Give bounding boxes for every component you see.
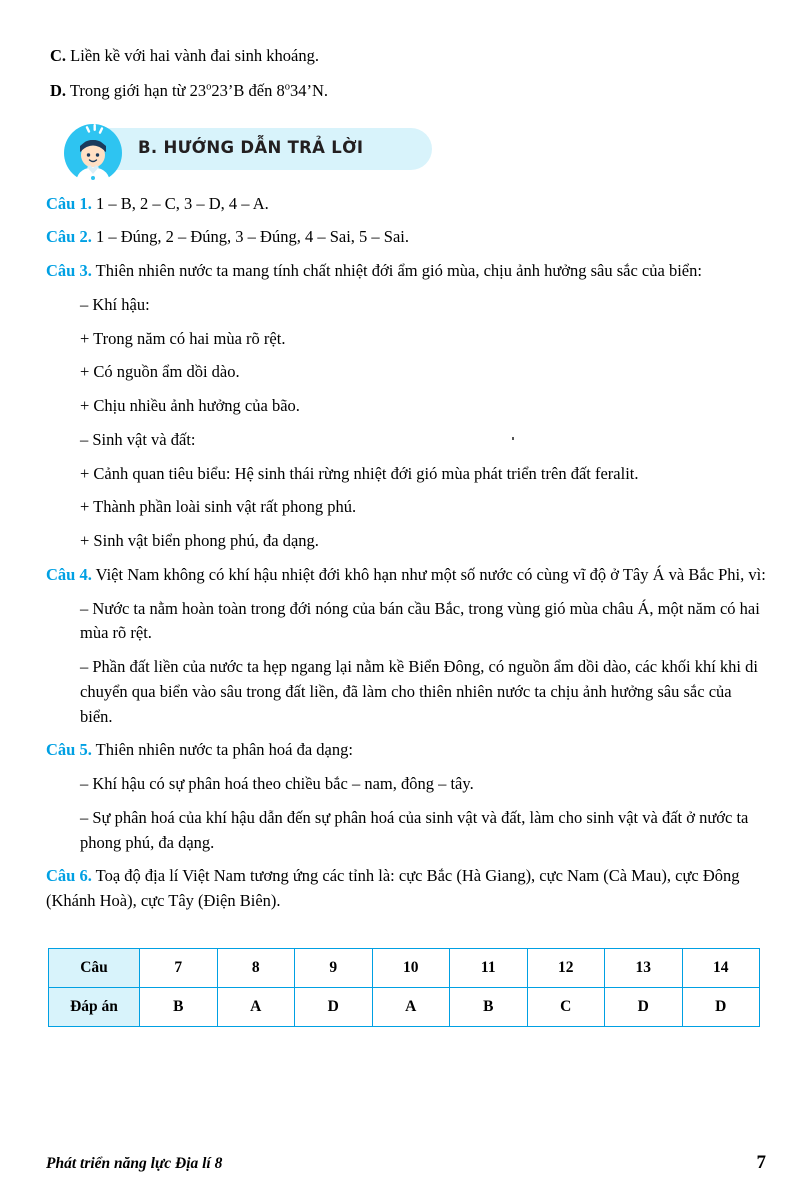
table-cell-q-2: 9 (295, 948, 373, 987)
table-cell-a-4: B (450, 987, 528, 1026)
option-d-text-post: 34’N. (289, 80, 328, 100)
table-cell-a-6: D (605, 987, 683, 1026)
answer-3-bullet-6: + Cảnh quan tiêu biểu: Hệ sinh thái rừng nhiệt đới gió mùa phát triển trên đất feralit. (80, 463, 639, 483)
table-cell-a-0: B (140, 987, 218, 1026)
answer-key-6: Câu 6. (46, 866, 92, 886)
answer-key-5: Câu 5. (46, 740, 92, 760)
option-d-text-pre: Trong giới hạn từ 23 (69, 80, 207, 100)
page-footer (46, 1152, 766, 1174)
answer-text-2: 1 – Đúng, 2 – Đúng, 3 – Đúng, 4 – Sai, 5 – Sai. (95, 227, 410, 247)
table-header-question: Câu (49, 948, 140, 987)
answer-text-3: Thiên nhiên nước ta mang tính chất nhiệt đới ẩm gió mùa, chịu ảnh hưởng sâu sắc của biển: (95, 261, 702, 280)
answer-3-bullet-4: + Chịu nhiều ảnh hưởng của bão. (80, 396, 300, 415)
teacher-mascot-icon (60, 122, 126, 184)
answer-text-5: Thiên nhiên nước ta phân hoá đa dạng: (95, 740, 353, 760)
answer-item-6 (46, 864, 766, 914)
answer-text-1: 1 – B, 2 – C, 3 – D, 4 – A. (95, 193, 269, 213)
section-banner (46, 122, 766, 184)
answer-5-bullet-1: – Khí hậu có sự phân hoá theo chiều bắc – nam, đông – tây. (80, 774, 474, 793)
answer-key-3: Câu 3. (46, 261, 92, 280)
answer-key-4: Câu 4. (46, 564, 92, 584)
table-cell-q-5: 12 (527, 948, 605, 987)
answer-3-bullet-2: + Trong năm có hai mùa rõ rệt. (80, 328, 286, 348)
option-d (46, 79, 766, 104)
table-cell-a-3: A (372, 987, 450, 1026)
option-d-sup1: o (206, 81, 212, 93)
answer-item-5 (46, 738, 766, 763)
option-d-sup2: o (284, 81, 290, 93)
table-header-answer: Đáp án (49, 987, 140, 1026)
answer-key-2: Câu 2. (46, 227, 92, 247)
answer-item-4 (46, 563, 766, 588)
table-cell-a-2: D (295, 987, 373, 1026)
table-cell-q-1: 8 (217, 948, 295, 987)
option-c-label: C. (50, 46, 67, 65)
answer-3-bullet-7: + Thành phần loài sinh vật rất phong phú. (80, 497, 357, 517)
answer-3-bullet-3: + Có nguồn ẩm dồi dào. (80, 362, 240, 382)
table-cell-q-3: 10 (372, 948, 450, 987)
answer-text-4: Việt Nam không có khí hậu nhiệt đới khô hạn như một số nước có cùng vĩ độ ở Tây Á và Bắc Phi, vì: (95, 564, 766, 584)
answer-4-bullet-2: – Phần đất liền của nước ta hẹp ngang lại nằm kề Biển Đông, có nguồn ẩm dồi dào, các khối khí khi di chuyển qua biển vào sâu trong đất liền, đã làm cho thiên nhiên nước ta chịu ảnh hưởng sâu sắc của biển. (80, 657, 758, 726)
table-cell-q-4: 11 (450, 948, 528, 987)
table-cell-q-6: 13 (605, 948, 683, 987)
page-speck (512, 437, 514, 440)
table-cell-a-5: C (527, 987, 605, 1026)
footer-page-number: 7 (756, 1152, 766, 1173)
option-c (46, 44, 766, 69)
table-cell-q-7: 14 (682, 948, 760, 987)
option-d-label: D. (50, 80, 67, 100)
answer-3-bullet-1: – Khí hậu: (80, 294, 150, 314)
table-cell-q-0: 7 (140, 948, 218, 987)
option-d-mid: 23’B đến 8 (211, 80, 285, 100)
answer-key-table (48, 948, 760, 1027)
answer-5-bullet-2: – Sự phân hoá của khí hậu dẫn đến sự phân hoá của sinh vật và đất, làm cho sinh vật và đất ở nước ta phong phú, đa dạng. (80, 807, 749, 852)
table-row-answers (49, 987, 760, 1026)
answer-item-1 (46, 192, 766, 217)
table-cell-a-1: A (217, 987, 295, 1026)
answer-3-bullet-8: + Sinh vật biển phong phú, đa dạng. (80, 531, 319, 550)
table-row-questions (49, 948, 760, 987)
answer-4-bullet-1: – Nước ta nằm hoàn toàn trong đới nóng của bán cầu Bắc, trong vùng gió mùa châu Á, một năm có hai mùa rõ rệt. (80, 598, 760, 643)
answer-key-1: Câu 1. (46, 193, 92, 213)
answer-item-3 (46, 259, 766, 284)
answer-3-bullet-5: – Sinh vật và đất: (80, 429, 196, 449)
footer-book-title: Phát triển năng lực Địa lí 8 (46, 1155, 223, 1172)
table-cell-a-7: D (682, 987, 760, 1026)
section-title: B. HƯỚNG DẪN TRẢ LỜI (138, 137, 364, 157)
answer-item-2 (46, 225, 766, 250)
answer-text-6: Toạ độ địa lí Việt Nam tương ứng các tỉnh là: cực Bắc (Hà Giang), cực Nam (Cà Mau), cực Đông (Khánh Hoà), cực Tây (Điện Biên). (46, 866, 740, 910)
option-c-text: Liền kề với hai vành đai sinh khoáng. (70, 46, 320, 65)
